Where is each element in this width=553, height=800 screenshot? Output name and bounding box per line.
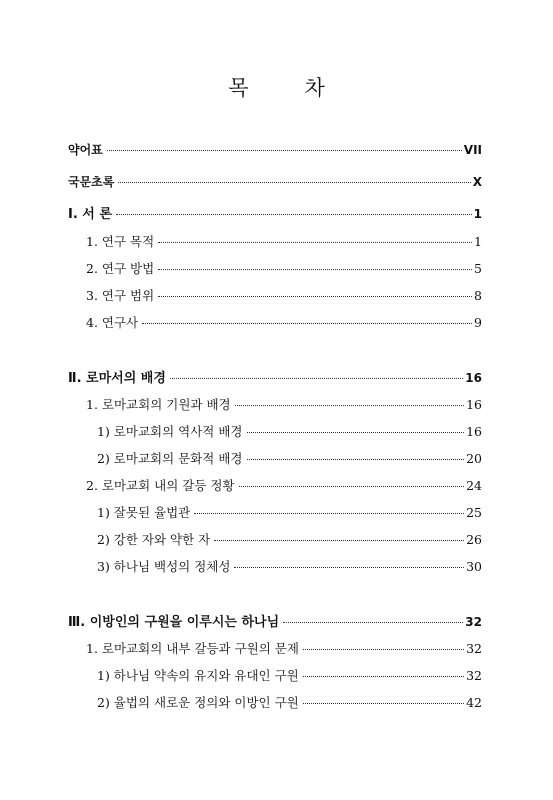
title-char-1: 목: [228, 76, 249, 100]
toc-entry-section[interactable]: [86, 315, 482, 331]
toc-page-number: 16: [466, 397, 482, 412]
title-char-2: 차: [304, 76, 325, 100]
toc-entry-section[interactable]: [86, 641, 482, 657]
toc-label: 2) 율법의 새로운 정의와 이방인 구원: [97, 695, 299, 710]
toc-page-number: 42: [466, 695, 482, 710]
toc-label: 국문초록: [68, 175, 115, 189]
toc-label: Ⅱ. 로마서의 배경: [68, 371, 166, 386]
toc-page-number: 1: [473, 207, 482, 221]
toc-label: 1) 잘못된 율법관: [97, 505, 191, 520]
toc-label: 1. 연구 목적: [86, 234, 155, 249]
toc-entry-subsection[interactable]: [97, 505, 482, 521]
dot-leader: [158, 295, 472, 297]
toc-page-number: 32: [466, 641, 482, 656]
dot-leader: [118, 181, 470, 183]
dot-leader: [142, 322, 472, 324]
toc-page-number: 5: [474, 261, 482, 276]
toc-page-number: 25: [466, 505, 482, 520]
toc-label: 1) 로마교회의 역사적 배경: [97, 424, 243, 439]
toc-page-number: 16: [466, 424, 482, 439]
toc-entry-subsection[interactable]: [97, 424, 482, 440]
dot-leader: [107, 149, 462, 151]
toc-entry-abbreviations[interactable]: [68, 142, 482, 158]
toc-entry-section[interactable]: [86, 397, 482, 413]
toc-label: 약어표: [68, 143, 103, 157]
toc-label: Ⅰ. 서 론: [68, 207, 112, 222]
dot-leader: [247, 431, 465, 433]
dot-leader: [170, 377, 463, 379]
toc-entry-section[interactable]: [86, 288, 482, 304]
toc-page-number: 9: [474, 315, 482, 330]
dot-leader: [116, 213, 472, 215]
dot-leader: [194, 512, 464, 514]
toc-page-number: 16: [465, 371, 482, 385]
toc-entry-section[interactable]: [86, 261, 482, 277]
dot-leader: [303, 675, 464, 677]
toc-label: 3) 하나님 백성의 정체성: [97, 559, 231, 574]
toc-page-number: 26: [466, 532, 482, 547]
dot-leader: [234, 566, 464, 568]
toc-page-number: 24: [466, 478, 482, 493]
toc-page-number: 32: [466, 668, 482, 683]
toc-label: 4. 연구사: [86, 315, 139, 330]
toc-entry-chapter-3[interactable]: [68, 614, 482, 631]
toc-label: 1. 로마교회의 기원과 배경: [86, 397, 231, 412]
dot-leader: [239, 485, 465, 487]
dot-leader: [283, 621, 463, 623]
toc-label: Ⅲ. 이방인의 구원을 이루시는 하나님: [68, 615, 280, 630]
toc-page-number: X: [472, 175, 482, 189]
dot-leader: [247, 458, 465, 460]
toc-entry-subsection[interactable]: [97, 451, 482, 467]
toc-entry-subsection[interactable]: [97, 532, 482, 548]
toc-entry-subsection[interactable]: [97, 695, 482, 711]
toc-entry-section[interactable]: [86, 478, 482, 494]
toc-label: 2. 연구 방법: [86, 261, 155, 276]
toc-page-number: 30: [466, 559, 482, 574]
toc-page-number: 8: [474, 288, 482, 303]
toc-label: 3. 연구 범위: [86, 288, 155, 303]
dot-leader: [303, 648, 464, 650]
toc-entry-korean-abstract[interactable]: [68, 174, 482, 190]
toc-entry-subsection[interactable]: [97, 668, 482, 684]
toc-entry-chapter-1[interactable]: [68, 206, 482, 223]
toc-label: 1) 하나님 약속의 유지와 유대인 구원: [97, 668, 299, 683]
toc-label: 2. 로마교회 내의 갈등 정황: [86, 478, 235, 493]
toc-entry-section[interactable]: [86, 234, 482, 250]
dot-leader: [235, 404, 464, 406]
toc-page-number: 1: [474, 234, 482, 249]
toc-page-number: 32: [465, 615, 482, 629]
dot-leader: [303, 702, 464, 704]
dot-leader: [214, 539, 464, 541]
toc-entry-subsection[interactable]: [97, 559, 482, 575]
toc-label: 1. 로마교회의 내부 갈등과 구원의 문제: [86, 641, 299, 656]
toc-entry-chapter-2[interactable]: [68, 370, 482, 387]
dot-leader: [158, 268, 472, 270]
toc-page-number: VII: [463, 143, 482, 157]
toc-label: 2) 로마교회의 문화적 배경: [97, 451, 243, 466]
dot-leader: [158, 241, 472, 243]
toc-page-number: 20: [466, 451, 482, 466]
toc-label: 2) 강한 자와 약한 자: [97, 532, 211, 547]
